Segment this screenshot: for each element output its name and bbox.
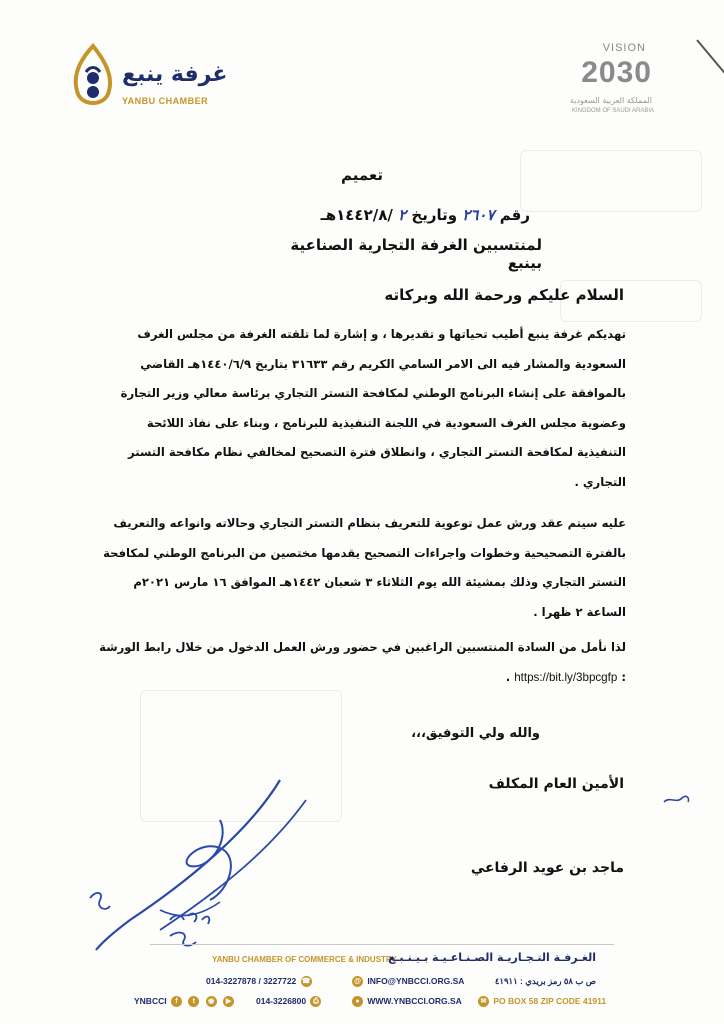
footer-pobox-arabic-text: ص ب ٥٨ رمز بريدي : ٤١٩١١ <box>494 976 596 986</box>
date-label: وتاريخ <box>411 206 458 224</box>
instagram-icon[interactable]: ◉ <box>206 996 217 1007</box>
yanbu-chamber-logo <box>60 36 250 116</box>
scan-corner-mark <box>696 39 724 76</box>
footer-social-handle[interactable]: YNBCCI <box>134 996 167 1006</box>
vision-2030-logo <box>546 42 676 124</box>
footer-social <box>134 996 236 1007</box>
chamber-emblem-icon <box>70 42 116 110</box>
date-rest: /١٤٤٢/٨هـ <box>320 206 393 224</box>
youtube-icon[interactable]: ▶ <box>223 996 234 1007</box>
footer-fax-text: 014-3226800 <box>256 996 307 1006</box>
vision-year: 2030 <box>581 56 652 89</box>
signatory-name: ماجد بن عويد الرفاعي <box>470 860 624 876</box>
footer-website <box>350 996 462 1007</box>
footer-pobox-english-text: PO BOX 58 ZIP CODE 41911 <box>493 996 607 1006</box>
paragraph-3 <box>96 633 626 692</box>
footer-fax <box>256 996 323 1007</box>
footer-pobox-arabic <box>495 976 596 987</box>
footer-pobox-english <box>476 996 606 1007</box>
mailbox-icon: ✉ <box>478 996 489 1007</box>
paragraph-3-text: لذا نأمل من السادة المنتسبين الراغبين في حضور ورش العمل الدخول من خلال رابط الورشة : <box>99 640 626 684</box>
phone-icon: ☎ <box>301 978 311 986</box>
ref-number: ٢٦٠٧ <box>462 206 495 224</box>
paragraph-3-end: . <box>505 669 511 684</box>
vision-label: VISION <box>602 42 646 54</box>
ref-label: رقم <box>499 206 530 224</box>
footer-website-text[interactable]: WWW.YNBCCI.ORG.SA <box>367 996 462 1006</box>
globe-icon: ● <box>352 996 363 1007</box>
facebook-icon[interactable]: f <box>171 996 182 1007</box>
logo-english-text: YANBU CHAMBER <box>122 96 209 106</box>
footer-name-english: YANBU CHAMBER OF COMMERCE & INDUSTRY <box>212 955 397 964</box>
logo-arabic-text: غرفة ينبع <box>122 62 228 87</box>
footer-email-text[interactable]: INFO@YNBCCI.ORG.SA <box>367 976 465 986</box>
greeting: السلام عليكم ورحمة الله وبركاته <box>384 286 624 304</box>
vision-english: KINGDOM OF SAUDI ARABIA <box>571 108 654 114</box>
addressee: لمنتسبين الغرفة التجارية الصناعية بينبع <box>290 236 542 272</box>
closing-line: والله ولي التوفيق،،، <box>411 726 540 741</box>
date-day: ٢ <box>398 206 407 224</box>
handwritten-signature <box>70 770 370 960</box>
paragraph-1: تهديكم غرفة ينبع أطيب تحياتها و تقديرها ، و إشارة لما تلقته الغرفة من مجلس الغرف السعودية والمشار فيه الى الامر السامي الكريم رقم ٣١٦٣٣ بتاريخ ١٤٤٠/٦/٩هـ القاضي بالموافقة على إنشاء البرنامج الوطني لمكافحة التستر التجاري برئاسة معالي وزير التجارة وعضوية مجلس الغرف السعودية في اللجنة التنفيذية للبرنامج ، وبناء على نفاذ اللائحة التنفيذية لمكافحة التستر التجاري ، وانطلاق فترة التصحيح لمخالفي نظام مكافحة التستر التجاري . <box>120 327 626 489</box>
twitter-icon[interactable]: t <box>188 996 199 1007</box>
pen-mark <box>662 790 692 810</box>
letter-title: تعميم <box>340 166 384 184</box>
footer-name-arabic: الغـرفـة التـجـاريـة الصـنـاعـيـة بـيـنـبـع <box>388 951 596 964</box>
footer-phone <box>206 976 314 987</box>
footer-email <box>350 976 464 987</box>
email-icon: @ <box>352 976 363 987</box>
paragraph-2: عليه سيتم عقد ورش عمل توعوية للتعريف بنظام التستر التجاري وحالاته وانواعه والتعريف بالفترة التصحيحية وخطوات واجراءات التصحيح يقدمها مختصين من البرنامج الوطني لمكافحة التستر التجاري وذلك بمشيئة الله يوم الثلاثاء ٣ شعبان ١٤٤٢هـ الموافق ١٦ مارس ٢٠٢١م الساعة ٢ ظهرا . <box>103 516 626 619</box>
footer-phone-text: 014-3227878 / 3227722 <box>206 976 297 986</box>
fax-icon: ⎙ <box>310 996 321 1007</box>
signatory-title: الأمين العام المكلف <box>488 776 624 792</box>
workshop-link[interactable]: https://bit.ly/3bpcgfp <box>514 670 618 684</box>
vision-arabic: المملكة العربية السعودية <box>569 96 652 105</box>
footer-divider <box>150 944 614 945</box>
reference-line <box>300 206 530 224</box>
